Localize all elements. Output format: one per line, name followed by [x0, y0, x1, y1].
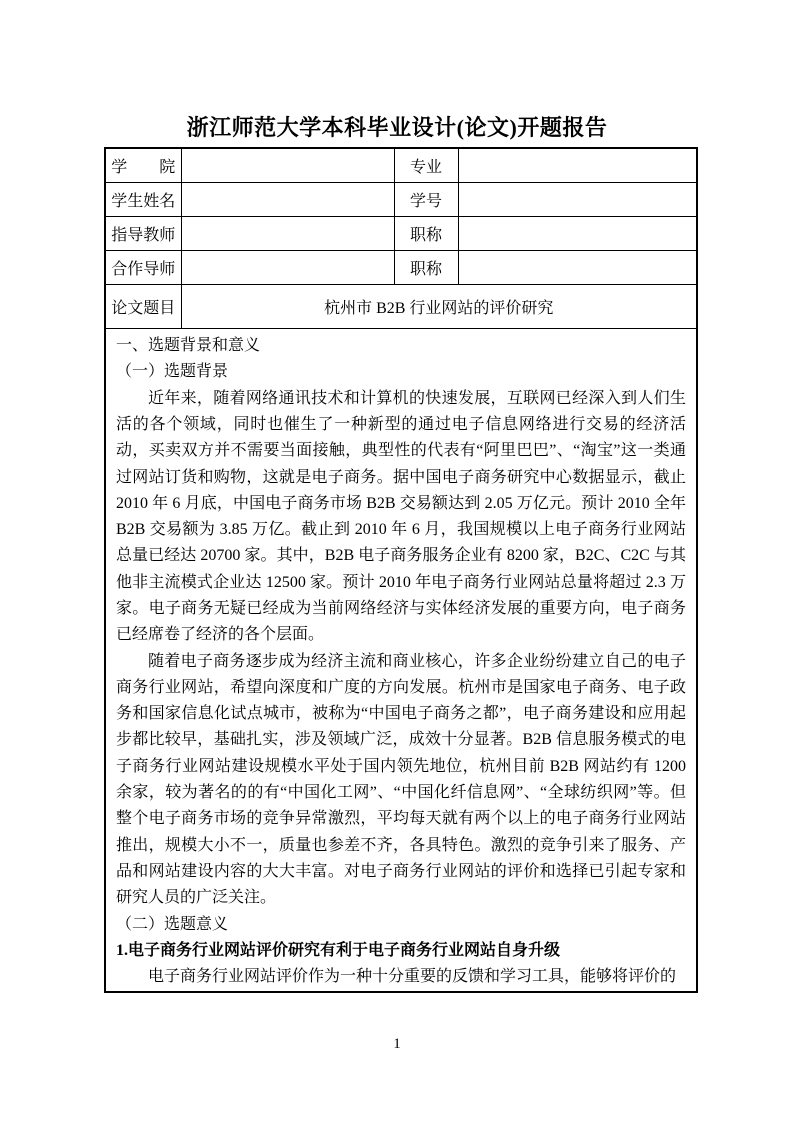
- field-co-advisor-title[interactable]: [458, 250, 697, 284]
- table-row: [105, 182, 697, 216]
- field-school[interactable]: [181, 148, 394, 182]
- table-row: [105, 284, 697, 328]
- field-advisor-title[interactable]: [458, 216, 697, 250]
- paragraph-significance-1: 电子商务行业网站评价作为一种十分重要的反馈和学习工具，能够将评价的: [148, 968, 677, 986]
- table-row: [105, 250, 697, 284]
- document-title: 浙江师范大学本科毕业设计(论文)开题报告: [186, 115, 608, 140]
- point-1-heading: 1.电子商务行业网站评价研究有利于电子商务行业网站自身升级: [116, 941, 561, 959]
- thesis-title-value: 杭州市 B2B 行业网站的评价研究: [181, 284, 697, 328]
- field-co-advisor[interactable]: [181, 250, 394, 284]
- field-student-id[interactable]: [458, 182, 697, 216]
- label-co-advisor: 合作导师: [105, 250, 181, 284]
- label-major: 专业: [394, 148, 458, 182]
- field-advisor[interactable]: [181, 216, 394, 250]
- body-section-cell: [105, 328, 697, 992]
- label-student-id: 学号: [394, 182, 458, 216]
- proposal-info-table: [104, 147, 698, 993]
- label-co-advisor-title: 职称: [394, 250, 458, 284]
- paragraph-background-1: 近年来，随着网络通讯技术和计算机的快速发展，互联网已经深入到人们生活的各个领域，同时也催生了一种新型的通过电子信息网络进行交易的经济活动，买卖双方并不需要当面接触，典型性的代表有“阿里巴巴”、“淘宝”这一类通过网站订货和购物，这就是电子商务。据中国电子商务研究中心数据显示，截止 2010 年 6 月底，中国电子商务市场 B2B 交易额达到 2.05 万亿元。预计 2010 全年 B2B 交易额为 3.85 万亿。截止到 2010 年 6 月，我国规模以上电子商务行业网站总量已经达 20700 家。其中，B2B 电子商务服务企业有 8200 家，B2C、C2C 与其他非主流模式企业达 12500 家。预计 2010 年电子商务行业网站总量将超过 2.3 万家。电子商务无疑已经成为当前网络经济与实体经济发展的重要方向，电子商务已经席卷了经济的各个层面。: [116, 389, 686, 644]
- label-student-name: 学生姓名: [105, 182, 181, 216]
- section-heading-background-significance: 一、选题背景和意义: [116, 337, 261, 355]
- label-school: 学 院: [105, 148, 181, 182]
- field-major[interactable]: [458, 148, 697, 182]
- label-advisor-title: 职称: [394, 216, 458, 250]
- table-row: [105, 328, 697, 992]
- table-row: [105, 216, 697, 250]
- page-number: 1: [393, 1036, 401, 1052]
- label-advisor: 指导教师: [105, 216, 181, 250]
- table-row: [105, 148, 697, 182]
- paragraph-background-2: 随着电子商务逐步成为经济主流和商业核心，许多企业纷纷建立自己的电子商务行业网站，希望向深度和广度的方向发展。杭州市是国家电子商务、电子政务和国家信息化试点城市，被称为“中国电子商务之都”，电子商务建设和应用起步都比较早，基础扎实，涉及领域广泛，成效十分显著。B2B 信息服务模式的电子商务行业网站建设规模水平处于国内领先地位，杭州目前 B2B 网站约有 1200 余家，较为著名的的有“中国化工网”、“中国化纤信息网”、“全球纺织网”等。但整个电子商务市场的竞争异常激烈，平均每天就有两个以上的电子商务行业网站推出，规模大小不一，质量也参差不齐，各具特色。激烈的竞争引来了服务、产品和网站建设内容的大大丰富。对电子商务行业网站的评价和选择已引起专家和研究人员的广泛关注。: [116, 652, 686, 907]
- subsection-heading-significance: （二）选题意义: [116, 915, 229, 933]
- field-student-name[interactable]: [181, 182, 394, 216]
- label-thesis-title: 论文题目: [105, 284, 181, 328]
- subsection-heading-background: （一）选题背景: [116, 363, 229, 381]
